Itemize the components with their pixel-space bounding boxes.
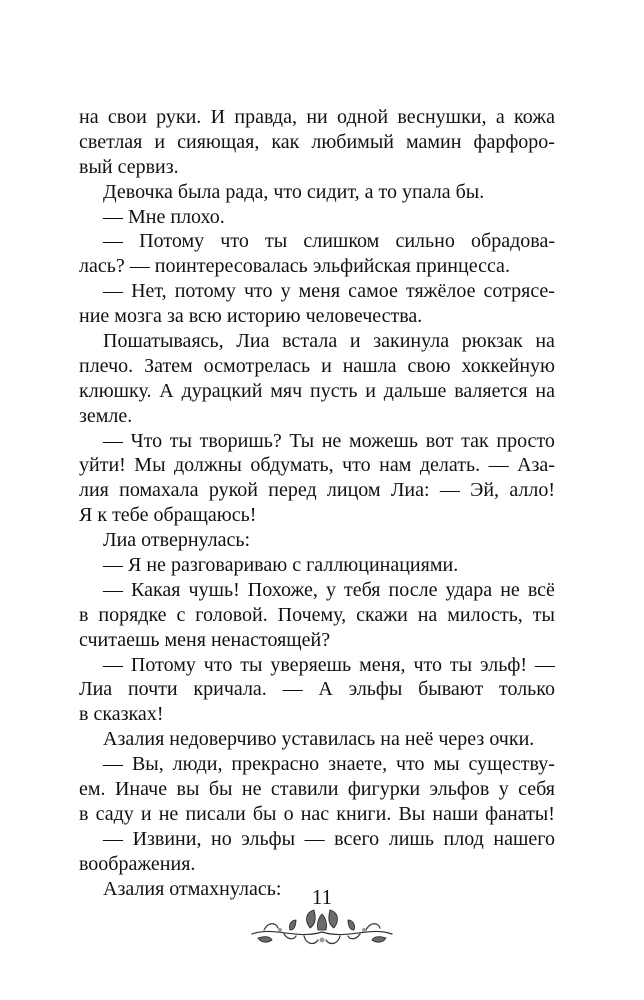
text-line: плечо. Затем осмотрелась и нашла свою хоккейную	[79, 354, 555, 377]
text-line: уйти! Мы должны обдумать, что нам делать. — Аза-	[79, 454, 555, 477]
text-line: лась? — поинтересовалась эльфийская принцесса.	[79, 255, 510, 278]
text-line: ем. Иначе вы бы не ставили фигурки эльфов у себя	[79, 778, 555, 801]
text-line: Я к тебе обращаюсь!	[79, 504, 257, 527]
page-number: 11	[311, 885, 333, 909]
text-line: Азалия недоверчиво уставилась на неё через очки.	[103, 728, 535, 751]
text-line: — Какая чушь! Похоже, у тебя после удара не всё	[103, 578, 555, 601]
text-line: в порядке с головой. Почему, скажи на милость, ты	[79, 603, 555, 626]
text-line: Девочка была рада, что сидит, а то упала бы.	[103, 180, 485, 203]
text-line: светлая и сияющая, как любимый мамин фарфоро-	[79, 130, 555, 153]
text-line: воображения.	[79, 852, 196, 875]
text-line: — Мне плохо.	[103, 205, 225, 228]
text-line: в сказках!	[79, 703, 164, 726]
text-line: земле.	[79, 404, 133, 427]
text-line: считаешь меня ненастоящей?	[79, 628, 331, 651]
floral-ornament-icon	[244, 900, 400, 950]
text-line: Лиа почти кричала. — А эльфы бывают только	[79, 678, 555, 701]
text-line: в саду и не писали бы о нас книги. Вы наши фанаты!	[79, 802, 555, 825]
text-line: — Я не разговариваю с галлюцинациями.	[103, 554, 459, 577]
text-line: на свои руки. И правда, ни одной веснушки, а кожа	[79, 106, 555, 128]
body-text	[79, 105, 555, 902]
text-line: — Что ты творишь? Ты не можешь вот так просто	[103, 429, 555, 452]
text-line: клюшку. А дурацкий мяч пусть и дальше валяется на	[79, 379, 555, 402]
text-line: вый сервиз.	[79, 155, 179, 178]
text-line: лия помахала рукой перед лицом Лиа: — Эй, алло!	[79, 479, 555, 502]
text-line: — Потому что ты уверяешь меня, что ты эльф! —	[103, 653, 555, 676]
text-line: Азалия отмахнулась:	[103, 877, 282, 900]
text-line: Пошатываясь, Лиа встала и закинула рюкзак на	[103, 330, 555, 353]
text-line: — Вы, люди, прекрасно знаете, что мы существу-	[103, 753, 555, 776]
text-line: Лиа отвернулась:	[103, 529, 251, 552]
text-line: — Нет, потому что у меня самое тяжёлое сотрясе-	[103, 280, 555, 303]
text-line: ние мозга за всю историю человечества.	[79, 305, 423, 328]
text-line: — Потому что ты слишком сильно обрадова-	[103, 230, 555, 253]
text-line: — Извини, но эльфы — всего лишь плод нашего	[103, 827, 555, 850]
